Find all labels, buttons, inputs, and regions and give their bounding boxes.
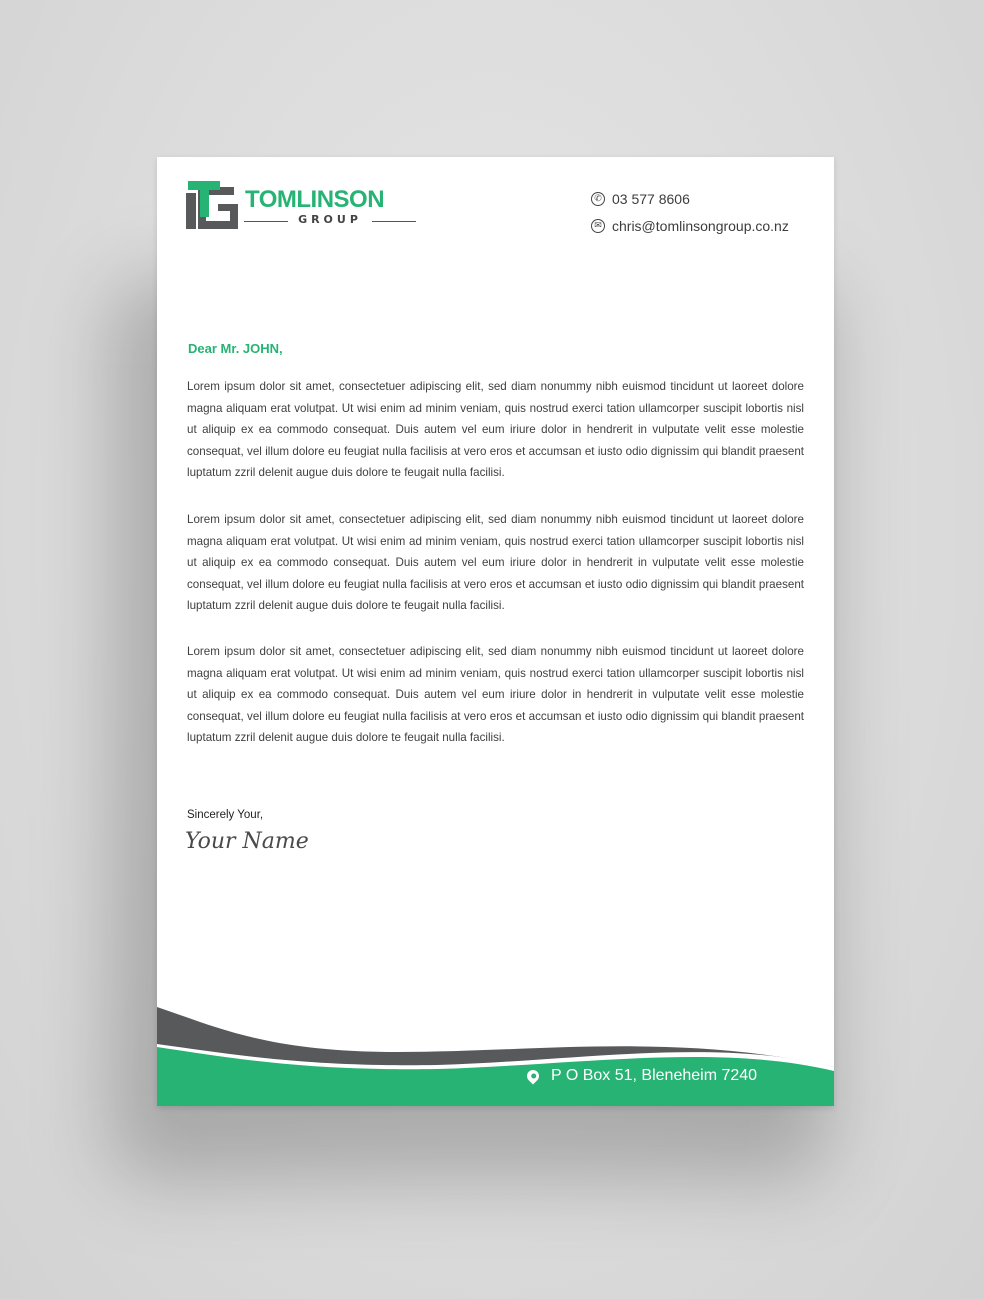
brand-subtitle [244, 213, 416, 229]
logo-mark-icon [186, 181, 240, 231]
brand-sub-text: GROUP [298, 213, 362, 226]
footer-wave [157, 997, 834, 1106]
greeting: Dear Mr. JOHN, [188, 341, 283, 356]
letterhead-sheet [157, 157, 834, 1106]
contact-block [591, 185, 789, 239]
brand-rule-right [372, 221, 416, 222]
closing-line: Sincerely Your, [187, 809, 264, 821]
body-paragraph-3: Lorem ipsum dolor sit amet, consectetuer adipiscing elit, sed diam nonummy nibh euismod tincidunt ut laoreet dolore magna aliquam erat volutpat. Ut wisi enim ad minim veniam, quis nostrud exerci tation ullamcorper suscipit lobortis nisl ut aliquip ex ea commodo consequat. Duis autem vel eum iriure dolor in hendrerit in vulputate velit esse molestie consequat, vel illum dolore eu feugiat nulla facilisis at vero eros et accumsan et iusto odio dignissim qui blandit praesent luptatum zzril delenit augue duis dolore te feugait nulla facilisi. [187, 645, 804, 744]
email-icon: ✉ [591, 219, 605, 233]
address-text: P O Box 51, Bleneheim 7240 [551, 1067, 758, 1084]
email-row [591, 212, 789, 239]
company-logo [186, 181, 418, 233]
location-pin-icon [525, 1068, 542, 1085]
phone-number: 03 577 8606 [612, 190, 690, 207]
body-paragraph-2: Lorem ipsum dolor sit amet, consectetuer adipiscing elit, sed diam nonummy nibh euismod tincidunt ut laoreet dolore magna aliquam erat volutpat. Ut wisi enim ad minim veniam, quis nostrud exerci tation ullamcorper suscipit lobortis nisl ut aliquip ex ea commodo consequat. Duis autem vel eum iriure dolor in hendrerit in vulputate velit esse molestie consequat, vel illum dolore eu feugiat nulla facilisis at vero eros et accumsan et iusto odio dignissim qui blandit praesent luptatum zzril delenit augue duis dolore te feugait nulla facilisi. [187, 513, 804, 612]
signature: Your Name [185, 829, 309, 854]
phone-row [591, 185, 789, 212]
email-address: chris@tomlinsongroup.co.nz [612, 217, 789, 234]
brand-name: TOMLINSON [245, 186, 385, 213]
body-paragraph-1: Lorem ipsum dolor sit amet, consectetuer adipiscing elit, sed diam nonummy nibh euismod tincidunt ut laoreet dolore magna aliquam erat volutpat. Ut wisi enim ad minim veniam, quis nostrud exerci tation ullamcorper suscipit lobortis nisl ut aliquip ex ea commodo consequat. Duis autem vel eum iriure dolor in hendrerit in vulputate velit esse molestie consequat, vel illum dolore eu feugiat nulla facilisis at vero eros et accumsan et iusto odio dignissim qui blandit praesent luptatum zzril delenit augue duis dolore te feugait nulla facilisi. [187, 380, 804, 479]
footer-address [527, 1067, 757, 1085]
phone-icon: ✆ [591, 192, 605, 206]
